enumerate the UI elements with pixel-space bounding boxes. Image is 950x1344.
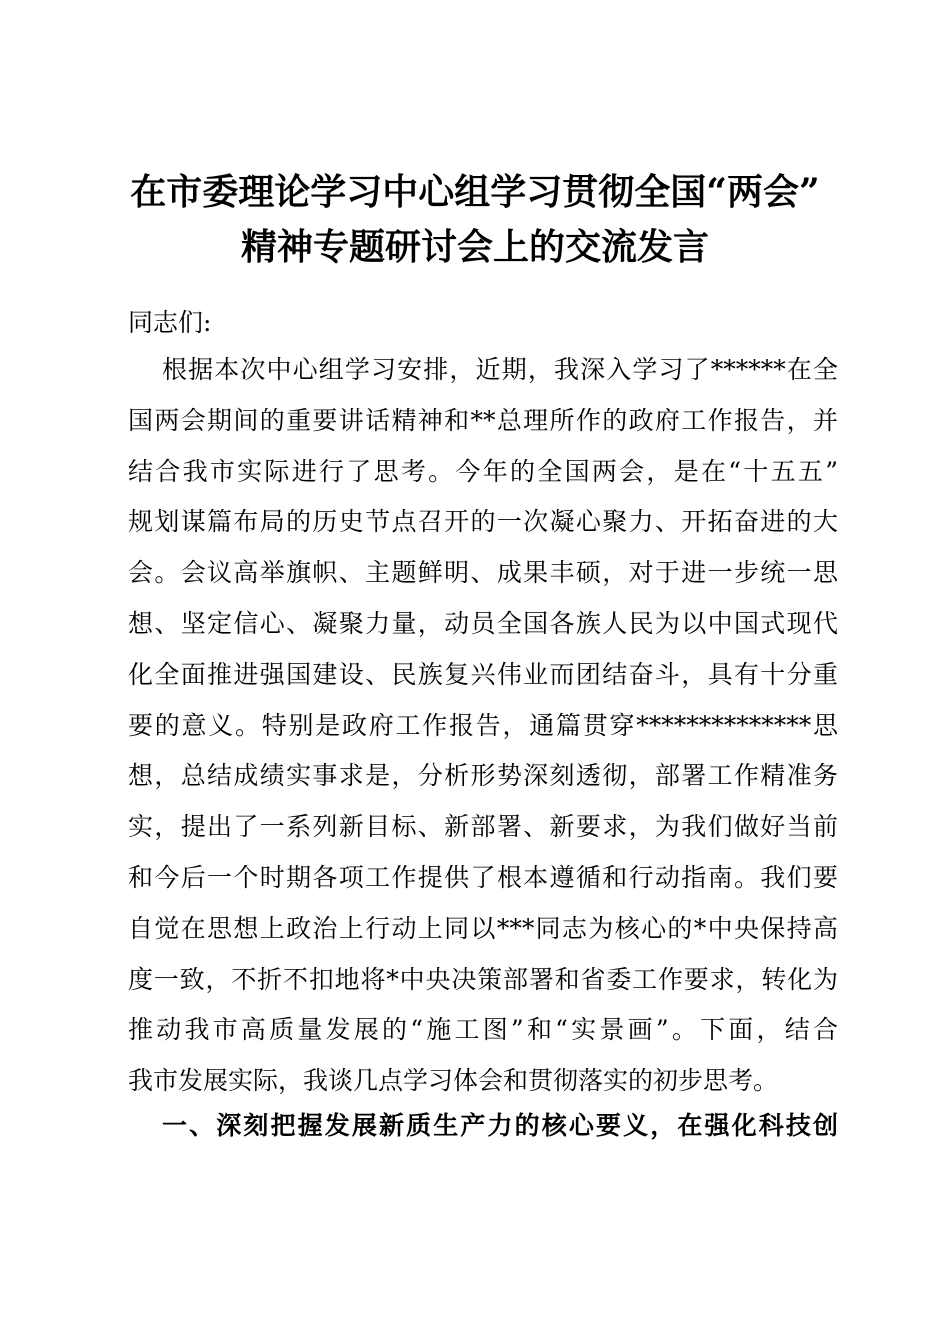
paragraph-line: 规划谋篇布局的历史节点召开的一次凝心聚力、开拓奋进的大 — [128, 507, 838, 537]
document-title-line-2: 精神专题研讨会上的交流发言 — [240, 226, 709, 268]
paragraph-line: 我市发展实际，我谈几点学习体会和贯彻落实的初步思考。 — [128, 1066, 779, 1096]
paragraph-line: 想、坚定信心、凝聚力量，动员全国各族人民为以中国式现代 — [128, 608, 838, 638]
paragraph-line: 和今后一个时期各项工作提供了根本遵循和行动指南。我们要 — [128, 862, 838, 892]
paragraph-line: 实，提出了一系列新目标、新部署、新要求，为我们做好当前 — [128, 812, 838, 842]
paragraph-line: 会。会议高举旗帜、主题鲜明、成果丰硕，对于进一步统一思 — [128, 558, 838, 588]
salutation: 同志们: — [128, 308, 212, 337]
paragraph-line: 根据本次中心组学习安排，近期，我深入学习了******在全 — [162, 355, 838, 384]
paragraph-line: 自觉在思想上政治上行动上同以***同志为核心的*中央保持高 — [128, 913, 838, 943]
paragraph-line: 化全面推进强国建设、民族复兴伟业而团结奋斗，具有十分重 — [128, 659, 838, 689]
paragraph-line: 推动我市高质量发展的“施工图”和“实景画”。下面，结合 — [128, 1015, 838, 1045]
paragraph-line: 度一致，不折不扣地将*中央决策部署和省委工作要求，转化为 — [128, 964, 838, 994]
document-title-line-1: 在市委理论学习中心组学习贯彻全国“两会” — [130, 171, 820, 213]
body-paragraph — [128, 350, 838, 1112]
paragraph-line: 结合我市实际进行了思考。今年的全国两会，是在“十五五” — [128, 456, 838, 486]
section-heading-1: 一、深刻把握发展新质生产力的核心要义，在强化科技创 — [162, 1111, 838, 1140]
paragraph-line: 想，总结成绩实事求是，分析形势深刻透彻，部署工作精准务 — [128, 761, 838, 791]
paragraph-line: 国两会期间的重要讲话精神和**总理所作的政府工作报告，并 — [128, 405, 838, 435]
paragraph-line: 要的意义。特别是政府工作报告，通篇贯穿**************思 — [128, 710, 838, 740]
